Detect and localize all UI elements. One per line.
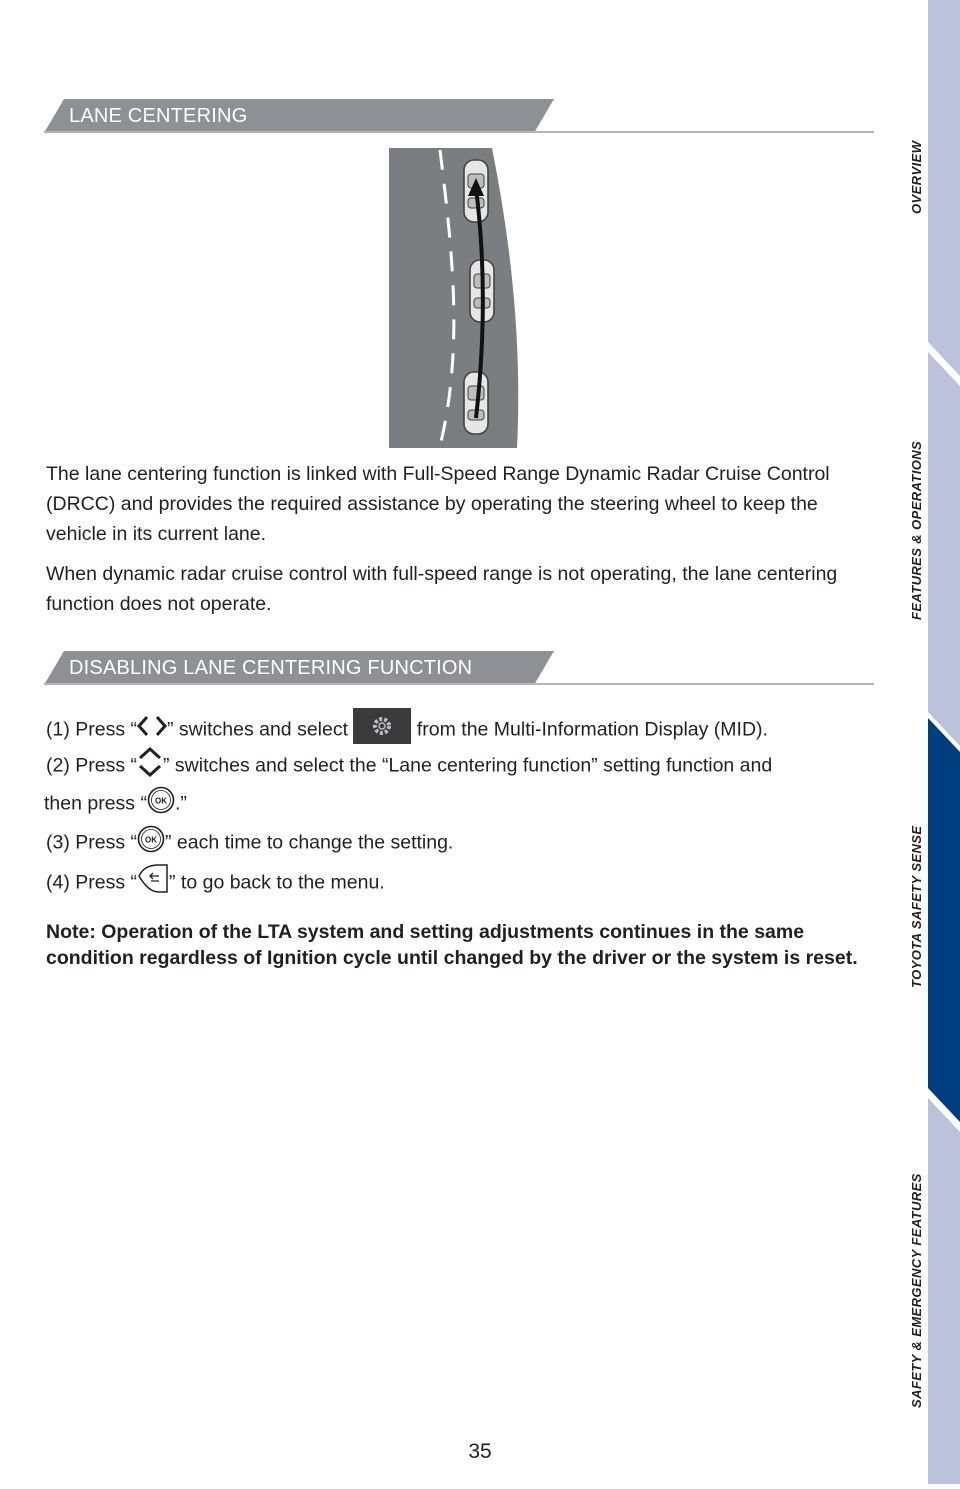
note-text: Note: Operation of the LTA system and setting adjustments continues in the same condition regardless of Ignition cycle until changed by the driver or the system is reset. — [46, 921, 858, 969]
page-number: 35 — [468, 1440, 492, 1463]
svg-text:OK: OK — [145, 835, 158, 845]
step-2 — [46, 747, 886, 786]
section-banner-lane-centering — [44, 99, 556, 133]
side-tab-overview[interactable] — [928, 0, 960, 376]
svg-text:OK: OK — [154, 796, 167, 806]
step-text: ” switches and select the “Lane centering function” setting function and — [163, 754, 773, 777]
paragraph-drcc-note: When dynamic radar cruise control with full-speed range is not operating, the lane centering function does not operate. — [46, 563, 838, 615]
ok-button-icon — [147, 786, 175, 823]
side-label-features: FEATURES & OPERATIONS — [909, 440, 924, 620]
side-tab-strip — [928, 0, 960, 1484]
step-text: ” to go back to the menu. — [169, 871, 385, 894]
side-tab-features[interactable] — [928, 352, 960, 746]
ok-button-icon — [137, 825, 165, 862]
up-down-arrows-icon — [137, 747, 163, 786]
side-label-emergency: SAFETY & EMERGENCY FEATURES — [909, 1173, 924, 1408]
side-tab-safety-sense[interactable] — [928, 718, 960, 1122]
step-2-continued — [44, 786, 884, 823]
step-text: (1) Press “ — [46, 718, 138, 741]
side-label-overview: OVERVIEW — [909, 140, 924, 214]
step-text: ” switches and select — [167, 718, 349, 741]
step-text: .” — [174, 792, 187, 815]
left-right-arrows-icon — [137, 713, 167, 748]
step-text: ” each time to change the setting. — [165, 831, 454, 854]
step-text: (2) Press “ — [46, 754, 138, 777]
back-button-icon — [137, 864, 169, 903]
section-rule — [44, 683, 874, 685]
section-title: LANE CENTERING — [69, 105, 248, 127]
side-label-safety-sense: TOYOTA SAFETY SENSE — [909, 825, 924, 988]
step-text: then press “ — [44, 792, 147, 815]
step-text: from the Multi-Information Display (MID). — [416, 718, 768, 741]
section-banner-disabling — [44, 651, 556, 685]
step-4 — [46, 864, 886, 903]
paragraph-lane-centering-description: The lane centering function is linked with Full-Speed Range Dynamic Radar Cruise Control (DRCC) and provides the required assistance by operating the steering wheel to keep the vehicle in its current lane. — [46, 463, 830, 545]
step-text: (4) Press “ — [46, 871, 138, 894]
section-title: DISABLING LANE CENTERING FUNCTION — [69, 657, 473, 679]
step-3 — [46, 825, 886, 862]
section-rule — [44, 131, 874, 133]
lane-centering-illustration — [384, 148, 524, 448]
step-text: (3) Press “ — [46, 831, 138, 854]
road-diagram — [384, 148, 524, 448]
side-tab-emergency[interactable] — [928, 1098, 960, 1484]
